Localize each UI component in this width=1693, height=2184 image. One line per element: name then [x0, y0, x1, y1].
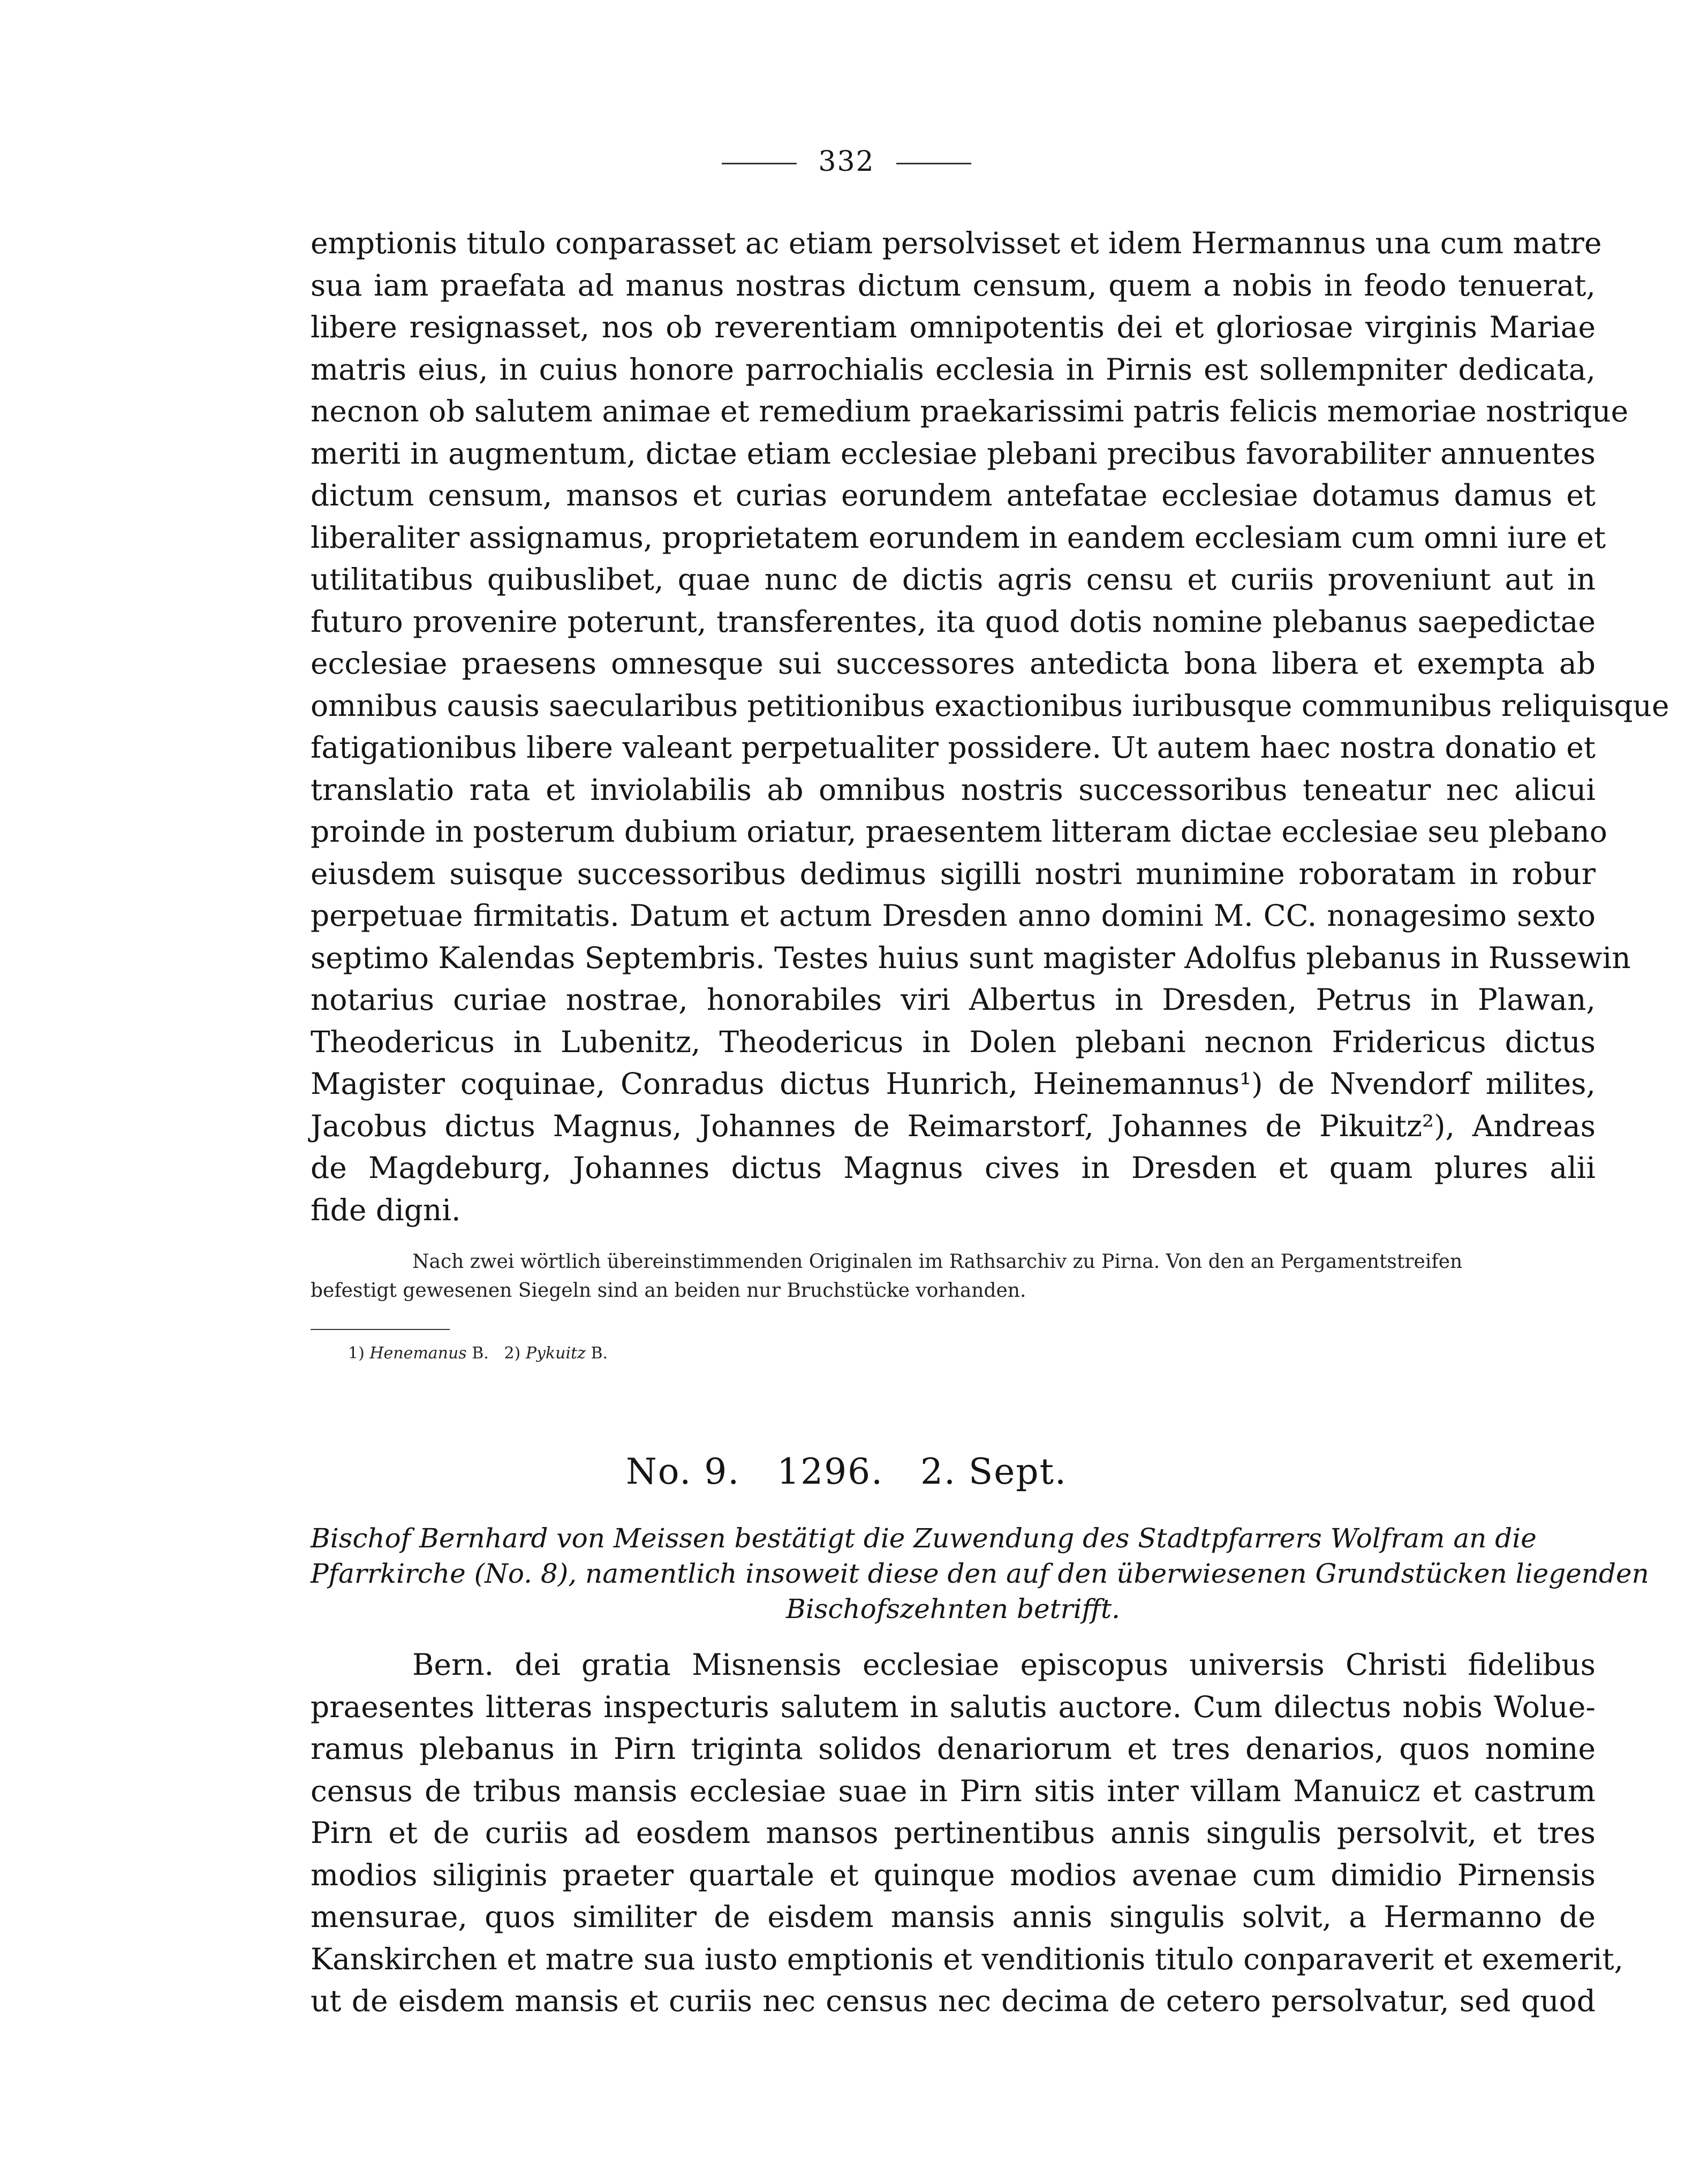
text-line: de Magdeburg, Johannes dictus Magnus cives in Dresden et quam plures alii — [311, 1151, 1596, 1185]
regest-line: Bischof Bernhard von Meissen bestätigt die Zuwendung des Stadtpfarrers Wolfram an die — [311, 1523, 1537, 1554]
text-line: fide digni. — [311, 1192, 461, 1227]
text-line: Kanskirchen et matre sua iusto emptionis et venditionis titulo conparaverit et exemerit, — [311, 1941, 1624, 1976]
charter-text-no9 — [311, 1644, 1624, 2022]
text-line: praesentes litteras inspecturis salutem in salutis auctore. Cum dilectus nobis Wolue- — [311, 1689, 1596, 1724]
regest-line: Pfarrkirche (No. 8), namentlich insoweit diese den auf den überwiesenen Grundstücken liegenden — [311, 1558, 1649, 1589]
text-line: sua iam praefata ad manus nostras dictum censum, quem a nobis in feodo tenuerat, — [311, 268, 1596, 303]
text-line: ut de eisdem mansis et curiis nec census nec decima de cetero persolvatur, sed quod — [311, 1984, 1596, 2018]
text-line: meriti in augmentum, dictae etiam ecclesiae plebani precibus favorabiliter annuentes — [311, 436, 1596, 471]
text-line: utilitatibus quibuslibet, quae nunc de dictis agris censu et curiis proveniunt aut in — [311, 562, 1596, 596]
text-line: matris eius, in cuius honore parrochialis ecclesia in Pirnis est sollempniter dedicata, — [311, 352, 1596, 387]
header-left-dash — [722, 163, 797, 164]
text-line: Theodericus in Lubenitz, Theodericus in Dolen plebani necnon Fridericus dictus — [311, 1024, 1596, 1059]
document-number-heading — [0, 1451, 1693, 1492]
document-heading-text: No. 9. 1296. 2. Sept. — [625, 1451, 1068, 1492]
regest-summary — [311, 1521, 1649, 1627]
footnote-1-variant: Henemanus — [369, 1344, 467, 1363]
text-line: Magister coquinae, Conradus dictus Hunrich, Heinemannus¹) de Nvendorf milites, — [311, 1067, 1596, 1101]
text-line: mensurae, quos similiter de eisdem mansis annis singulis solvit, a Hermanno de — [311, 1900, 1596, 1934]
source-note-line: befestigt gewesenen Siegeln sind an beiden nur Bruchstücke vorhanden. — [311, 1280, 1026, 1302]
page-header — [0, 146, 1693, 178]
text-line: ramus plebanus in Pirn triginta solidos denariorum et tres denarios, quos nomine — [311, 1732, 1596, 1766]
text-line: fatigationibus libere valeant perpetualiter possidere. Ut autem haec nostra donatio et — [311, 730, 1596, 765]
footnote-2-source: B. — [591, 1344, 608, 1363]
charter-text-continued — [311, 222, 1669, 1231]
footnote-2-number: 2) — [504, 1344, 521, 1363]
text-line: emptionis titulo conparasset ac etiam persolvisset et idem Hermannus una cum matre — [311, 226, 1602, 260]
text-line: ecclesiae praesens omnesque sui successores antedicta bona libera et exempta ab — [311, 646, 1596, 681]
footnote-1-source: B. — [472, 1344, 489, 1363]
text-line: eiusdem suisque successoribus dedimus sigilli nostri munimine roboratam in robur — [311, 856, 1596, 891]
text-line: liberaliter assignamus, proprietatem eorundem in eandem ecclesiam cum omni iure et — [311, 520, 1606, 555]
page-number: 332 — [818, 146, 875, 178]
source-note — [311, 1248, 1596, 1305]
footnote-1-number: 1) — [348, 1344, 365, 1363]
text-line: necnon ob salutem animae et remedium praekarissimi patris felicis memoriae nostrique — [311, 394, 1629, 428]
text-line: modios siliginis praeter quartale et quinque modios avenae cum dimidio Pirnensis — [311, 1857, 1596, 1892]
text-line: census de tribus mansis ecclesiae suae in Pirn sitis inter villam Manuicz et castrum — [311, 1773, 1596, 1808]
footnotes — [348, 1344, 608, 1363]
text-line: perpetuae firmitatis. Datum et actum Dresden anno domini M. CC. nonagesimo sexto — [311, 898, 1596, 933]
text-line: omnibus causis saecularibus petitionibus exactionibus iuribusque communibus reliquisque — [311, 688, 1669, 723]
regest-line: Bischofszehnten betrifft. — [786, 1593, 1120, 1624]
footnote-2-variant: Pykuitz — [525, 1344, 586, 1363]
text-line: proinde in posterum dubium oriatur, praesentem litteram dictae ecclesiae seu plebano — [311, 814, 1607, 849]
text-line: futuro provenire poterunt, transferentes, ita quod dotis nomine plebanus saepedictae — [311, 604, 1596, 639]
header-right-dash — [896, 163, 971, 164]
text-line: libere resignasset, nos ob reverentiam omnipotentis dei et gloriosae virginis Mariae — [311, 310, 1596, 344]
text-line: translatio rata et inviolabilis ab omnibus nostris successoribus teneatur nec alicui — [311, 772, 1596, 807]
text-line: dictum censum, mansos et curias eorundem antefatae ecclesiae dotamus damus et — [311, 478, 1596, 512]
footnote-rule — [311, 1329, 450, 1330]
text-line: Pirn et de curiis ad eosdem mansos pertinentibus annis singulis persolvit, et tres — [311, 1816, 1596, 1850]
text-line: Jacobus dictus Magnus, Johannes de Reimarstorf, Johannes de Pikuitz²), Andreas — [311, 1108, 1596, 1143]
text-line: notarius curiae nostrae, honorabiles viri Albertus in Dresden, Petrus in Plawan, — [311, 983, 1596, 1017]
text-line: septimo Kalendas Septembris. Testes huius sunt magister Adolfus plebanus in Russewin — [311, 940, 1631, 975]
text-line: Bern. dei gratia Misnensis ecclesiae episcopus universis Christi fidelibus — [412, 1648, 1596, 1682]
source-note-line: Nach zwei wörtlich übereinstimmenden Originalen im Rathsarchiv zu Pirna. Von den an Pergamentstreifen — [412, 1251, 1463, 1273]
